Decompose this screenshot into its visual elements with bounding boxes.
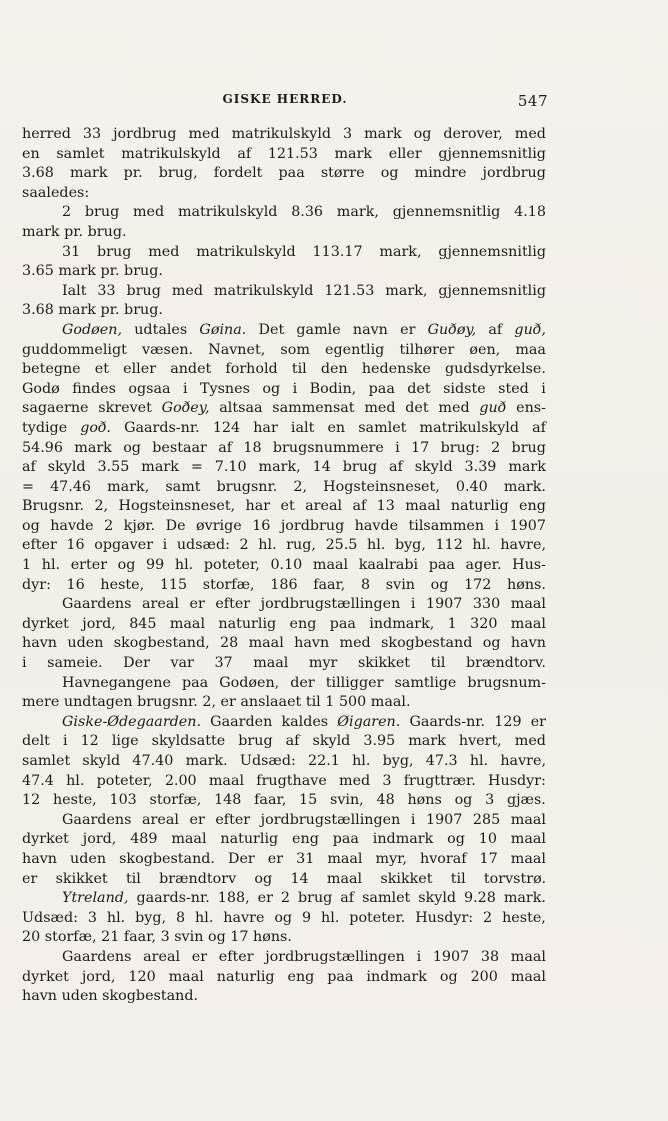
text-line: Brugsnr. 2, Hogsteinsneset, har et areal af 13 maal naturlig eng [22,498,546,515]
text-line: = 47.46 mark, samt brugsnr. 2, Hogsteinsneset, 0.40 mark. [22,478,546,495]
text-line: Ytreland, gaards-nr. 188, er 2 brug af samlet skyld 9.28 mark. [62,890,546,907]
text-line: 3.68 mark pr. brug. [22,302,163,319]
text-line: og havde 2 kjør. De øvrige 16 jordbrug havde tilsammen i 1907 [22,517,546,534]
text-line: havn uden skogbestand, 28 maal havn med skogbestand og havn [22,635,546,652]
text-line: Gaardens areal er efter jordbrugstællingen i 1907 38 maal [62,948,546,965]
text-line: 54.96 mark og bestaar af 18 brugsnummere i 17 brug: 2 brug [22,439,546,456]
text-line: Godø findes ogsaa i Tysnes og i Bodin, paa det sidste sted i [22,380,546,397]
text-line: tydige goð. Gaards-nr. 124 har ialt en samlet matrikulskyld af [22,419,546,436]
page-number: 547 [517,92,548,110]
text-line: 12 heste, 103 storfæ, 148 faar, 15 svin, 48 høns og 3 gjæs. [22,792,546,809]
text-line: Gaardens areal er efter jordbrugstællingen i 1907 330 maal [62,596,546,613]
text-line: havn uden skogbestand. [22,988,199,1005]
text-line: guddommeligt væsen. Navnet, som egentlig tilhører øen, maa [22,341,546,358]
text-line: 3.65 mark pr. brug. [22,263,163,280]
text-line: samlet skyld 47.40 mark. Udsæd: 22.1 hl. byg, 47.3 hl. havre, [22,753,546,769]
text-line: dyrket jord, 489 maal naturlig eng paa indmark og 10 maal [22,831,546,848]
body-text [22,125,546,1007]
text-line: er skikket til brændtorv og 14 maal skikket til torvstrø. [22,870,546,887]
text-line: en samlet matrikulskyld af 121.53 mark eller gjennemsnitlig [22,145,546,162]
text-line: 3.68 mark pr. brug, fordelt paa større og mindre jordbrug [22,165,546,182]
text-line: saaledes: [22,184,90,201]
text-line: Gaardens areal er efter jordbrugstællingen i 1907 285 maal [62,811,546,828]
running-head: GISKE HERRED. [222,92,348,106]
text-line: sagaerne skrevet Goðey, altsaa sammensat med det med guð ens- [22,400,546,417]
text-line: Godøen, udtales Gøina. Det gamle navn er Guðøy, af guð, [62,321,546,338]
text-line: efter 16 opgaver i udsæd: 2 hl. rug, 25.5 hl. byg, 112 hl. havre, [22,537,546,554]
text-line: 1 hl. erter og 99 hl. poteter, 0.10 maal kaalrabi paa ager. Hus- [22,557,546,574]
text-line: havn uden skogbestand. Der er 31 maal myr, hvoraf 17 maal [22,850,546,867]
text-line: dyr: 16 heste, 115 storfæ, 186 faar, 8 svin og 172 høns. [22,576,546,593]
text-line: 20 storfæ, 21 faar, 3 svin og 17 høns. [22,929,292,946]
text-line: delt i 12 lige skyldsatte brug af skyld 3.95 mark hvert, med [22,733,546,750]
text-line: Udsæd: 3 hl. byg, 8 hl. havre og 9 hl. poteter. Husdyr: 2 heste, [22,909,546,926]
text-line: Giske-Ødegaarden. Gaarden kaldes Øigaren. Gaards-nr. 129 er [62,713,546,730]
text-line: af skyld 3.55 mark = 7.10 mark, 14 brug af skyld 3.39 mark [22,459,546,476]
text-line: dyrket jord, 845 maal naturlig eng paa indmark, 1 320 maal [22,615,546,632]
text-line: Ialt 33 brug med matrikulskyld 121.53 mark, gjennemsnitlig [62,282,546,299]
text-line: dyrket jord, 120 maal naturlig eng paa indmark og 200 maal [22,968,546,985]
text-line: i sameie. Der var 37 maal myr skikket til brændtorv. [22,655,546,672]
text-line: 2 brug med matrikulskyld 8.36 mark, gjennemsnitlig 4.18 [62,204,546,221]
text-line: 31 brug med matrikulskyld 113.17 mark, gjennemsnitlig [62,243,546,260]
text-line: Havnegangene paa Godøen, der tilligger samtlige brugsnum- [62,674,546,691]
text-line: betegne et eller andet forhold til den hedenske gudsdyrkelse. [22,361,546,378]
text-line: mark pr. brug. [22,223,127,240]
text-line: 47.4 hl. poteter, 2.00 maal frugthave med 3 frugttrær. Husdyr: [22,772,546,789]
text-line: herred 33 jordbrug med matrikulskyld 3 mark og derover, med [22,126,546,142]
text-line: mere undtagen brugsnr. 2, er anslaaet til 1 500 maal. [22,694,411,711]
